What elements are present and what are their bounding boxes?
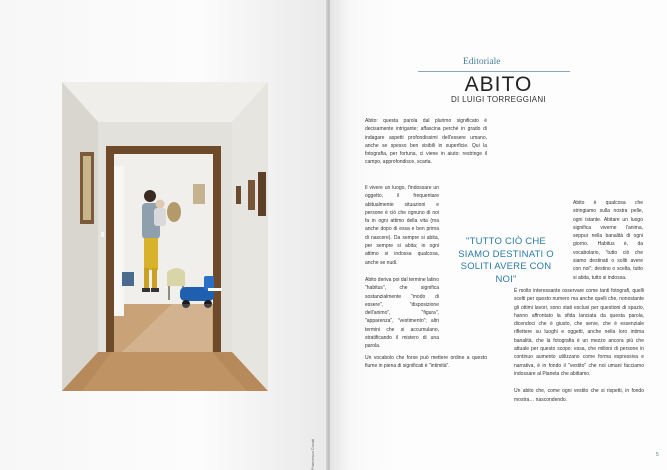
photo-illustration [62, 82, 268, 391]
text-column-right-top [573, 199, 643, 291]
text-column-left [365, 184, 439, 360]
photo-credit: Francesca Cocati [310, 438, 315, 470]
left-page [0, 0, 328, 470]
paragraph: Un vocabolo che forse può mettere ordine a questo fiume in piena di significati è "intimità". [365, 355, 487, 370]
paragraph: Un abito che, come ogni vestito che si rispetti, in fondo mostra… nascondendo. [514, 388, 644, 403]
text-column-left-bottom [365, 354, 487, 380]
page-number: 5 [656, 452, 659, 458]
article-title: ABITO [464, 73, 533, 96]
paragraph: Abito è qualcosa che stringiamo sulla nostra pelle, ogni istante. Abitare un luogo significa viverne l'anima, seppur nella banalità di ogni giorno. Habitus è, da vocabolario, "tutto ciò che siamo destinati o soliti avere con noi"; destino o scelta, tutto si abita, tutto si indossa. [573, 200, 643, 281]
section-kicker: Editoriale [463, 57, 501, 67]
pull-quote: "TUTTO CIÒ CHE SIAMO DESTINATI O SOLITI AVERE CON NOI" [458, 236, 554, 285]
paragraph: Abito: questa parola dal plurimo significato è decisamente intrigante; affascina perché in grado di indagare aspetti profondissimi dell'essere umano, anche se spesso ben visibili in superficie. Qui la fotografia, per fortuna, ci viene in aiuto: restringe il campo, approfondisce, scarta. [365, 118, 487, 166]
kicker-divider [418, 71, 570, 72]
text-column-right-bottom [514, 287, 644, 413]
text-column-intro [365, 117, 487, 176]
paragraph: Il vivere un luogo, l'indossare un oggetto, il frequentare abitualmente situazioni e persone è ciò che ognuno di noi fa in ogni attimo della vita (ma anche dopo di essa e ben prima di nascere). Da sempre si abita, per sempre si abita; in ogni attimo si indossa qualcosa, anche se nudi. [365, 185, 439, 266]
paragraph: Abito deriva poi dal termine latino "habitus", che significa sostanzialmente "modo di essere", "disposizione dell'animo", "figura", "apparenza", "vestimento"; altri termini che si accumulano, stratificando il mistero di una parola. [365, 276, 439, 350]
paragraph: È molto interessante osservare come tanti fotografi, quelli scelti per questo numero ma anche quelli che, nonostante gli ottimi lavori, sono stati esclusi per questioni di spazio, hanno affrontato la sfida lanciata da questa parola, dicendoci che è giusto, che serve, che è essenziale riflettere su luoghi e oggetti, anche nella loro intima banalità, che la fotografia è un mezzo ancora più che attuale per questo scopo: essa, che milioni di persone in continuo aumento utilizzano come forma espressiva e narrativa, è in fondo il "vestito" che noi umani facciamo indossare al Pianeta che abitiamo. [514, 288, 644, 377]
right-page [330, 0, 667, 470]
hallway-photo [62, 82, 268, 391]
article-author: DI LUIGI TORREGGIANI [450, 95, 547, 104]
